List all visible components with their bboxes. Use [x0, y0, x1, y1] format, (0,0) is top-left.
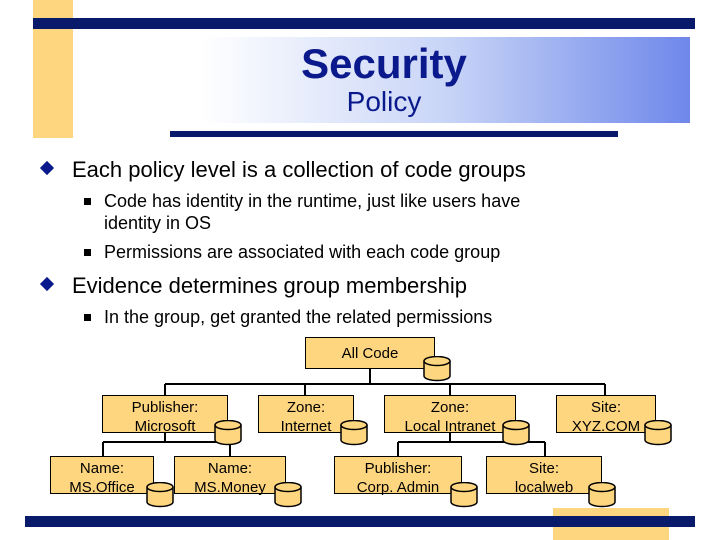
node-label: All Code: [341, 345, 399, 362]
sub-bullet-1-2-text: Permissions are associated with each code group: [104, 242, 501, 262]
node-label-line2: Microsoft: [134, 418, 196, 435]
database-icon: [450, 482, 478, 508]
database-icon: [644, 420, 672, 446]
node-label-line1: Site:: [590, 399, 621, 416]
node-label-line1: Publisher:: [364, 460, 432, 477]
bullet-2-text: Evidence determines group membership: [72, 273, 467, 298]
slide-subtitle: Policy: [346, 86, 422, 117]
decorative-bar-bottom: [25, 516, 695, 527]
node-label-line2: MS.Money: [194, 479, 266, 496]
database-icon: [340, 420, 368, 446]
database-icon: [146, 482, 174, 508]
tree-node-site-localweb: [486, 456, 602, 494]
node-label-line1: Site:: [528, 460, 559, 477]
database-icon: [214, 420, 242, 446]
node-label-line1: Name:: [207, 460, 253, 477]
slide-title: Security: [301, 40, 467, 87]
sub-bullet-2-1-text: In the group, get granted the related permissions: [104, 307, 493, 327]
tree-node-name-ms-office: [50, 456, 154, 494]
sub-bullet-1-1-line2: identity in OS: [104, 213, 212, 233]
tree-node-publisher-microsoft: [102, 395, 228, 433]
tree-node-site-xyz: [556, 395, 656, 433]
node-label-line2: XYZ.COM: [571, 418, 641, 435]
node-label-line1: Zone:: [430, 399, 470, 416]
database-icon: [423, 356, 451, 382]
database-icon: [502, 420, 530, 446]
tree-node-publisher-corp-admin: [334, 456, 462, 494]
node-label-line2: Corp. Admin: [356, 479, 440, 496]
tree-node-zone-local-intranet: [384, 395, 516, 433]
node-label-line1: Publisher:: [131, 399, 199, 416]
database-icon: [274, 482, 302, 508]
node-label-line2: Internet: [280, 418, 332, 435]
node-label-line1: Name:: [79, 460, 125, 477]
bullet-1-text: Each policy level is a collection of code groups: [72, 157, 526, 182]
node-label-line2: MS.Office: [69, 479, 135, 496]
node-label-line2: localweb: [514, 479, 574, 496]
node-label-line1: Zone:: [286, 399, 326, 416]
sub-bullet-1-1-line1: Code has identity in the runtime, just like users have: [104, 191, 521, 211]
database-icon: [588, 482, 616, 508]
node-label-line2: Local Intranet: [404, 418, 496, 435]
tree-node-all-code: [305, 337, 435, 369]
tree-node-name-ms-money: [174, 456, 286, 494]
